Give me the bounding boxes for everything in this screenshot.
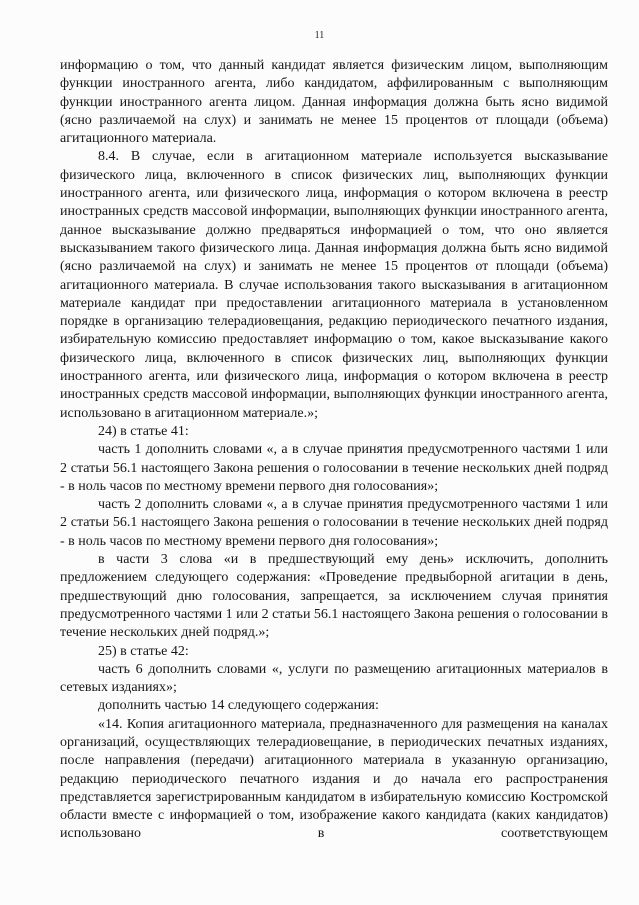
paragraph-item-25: 25) в статье 42:: [98, 643, 189, 659]
paragraph: информацию о том, что данный кандидат является физическим лицом, выполняющим функции иностранного агента, либо кандидатом, аффилированным с выполняющим функции иностранного агента лицом. Данная информация должна быть ясно видимой (ясно различаемой на слух) и занимать не менее 15 процентов от площади (объема) агитационного материала.: [60, 58, 608, 147]
paragraph-add-part-14: дополнить частью 14 следующего содержания:: [98, 698, 379, 714]
document-body: [60, 57, 608, 844]
page-number: 11: [314, 30, 325, 41]
paragraph-item-24: 24) в статье 41:: [98, 423, 189, 439]
paragraph-part-1: часть 1 дополнить словами «, а в случае принятия предусмотренного частями 1 или 2 статьи 56.1 настоящего Закона решения о голосовании в течение нескольких дней подряд - в ноль часов по местному времени первого дня голосования»;: [60, 442, 608, 494]
paragraph-part-14-text: «14. Копия агитационного материала, предназначенного для размещения на каналах организаций, осуществляющих телерадиовещание, в периодических печатных изданиях, после направления (передачи) агитационного материала в указанную организацию, редакцию периодического печатного издания и до начала его распространения представляется зарегистрированным кандидатом в избирательную комиссию Костромской области вместе с информацией о том, изображение какого кандидата (каких кандидатов) использовано в соответствующем: [60, 716, 608, 842]
paragraph-part-3: в части 3 слова «и в предшествующий ему день» исключить, дополнить предложением следующего содержания: «Проведение предвыборной агитации в день, предшествующий дню голосования, запрещается, за исключением случая принятия предусмотренного частями 1 или 2 статьи 56.1 настоящего Закона решения о голосовании в течение нескольких дней подряд.»;: [60, 552, 608, 641]
paragraph-8-4: 8.4. В случае, если в агитационном материале используется высказывание физического лица, включенного в список физических лиц, выполняющих функции иностранного агента, или физического лица, информация о котором включена в реестр иностранных средств массовой информации, выполняющих функции иностранного агента, данное высказывание должно предваряться информацией о том, что оно является высказыванием такого физического лица. Данная информация должна быть ясно видимой (ясно различаемой на слух) и занимать не менее 15 процентов от площади (объема) агитационного материала. В случае использования такого высказывания в агитационном материале кандидат при предоставлении агитационного материала в установленном порядке в организацию телерадиовещания, редакцию периодического печатного издания, избирательную комиссию предоставляет информацию о том, какое высказывание какого физического лица, включенного в список физических лиц, выполняющих функции иностранного агента, или физического лица, информация о котором включена в реестр иностранных средств массовой информации, выполняющих функции иностранного агента, использовано в агитационном материале.»;: [60, 149, 608, 421]
paragraph-part-6: часть 6 дополнить словами «, услуги по размещению агитационных материалов в сетевых изданиях»;: [60, 661, 608, 696]
paragraph-part-2: часть 2 дополнить словами «, а в случае принятия предусмотренного частями 1 или 2 статьи 56.1 настоящего Закона решения о голосовании в течение нескольких дней подряд - в ноль часов по местному времени первого дня голосования»;: [60, 497, 608, 549]
